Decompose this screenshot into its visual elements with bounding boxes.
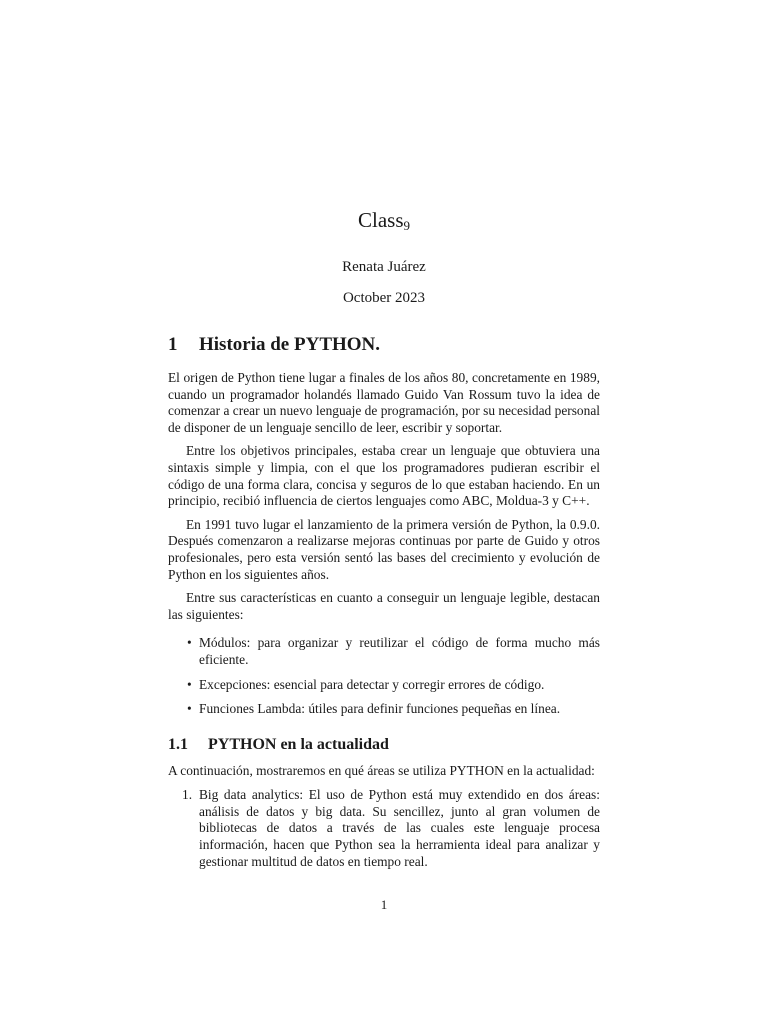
list-item-text: Funciones Lambda: útiles para definir funciones pequeñas en línea. (199, 701, 561, 717)
section-title: Historia de PYTHON. (199, 334, 381, 355)
list-item (168, 787, 600, 870)
document-body (168, 333, 600, 870)
title-block (0, 205, 768, 307)
bullet-icon: • (187, 701, 192, 717)
list-item (168, 701, 600, 718)
list-item (168, 677, 600, 694)
bullet-list (168, 635, 600, 717)
subsection-title: PYTHON en la actualidad (208, 735, 389, 753)
section-heading (168, 333, 600, 357)
paragraph: Entre sus características en cuanto a conseguir un lenguaje legible, destacan las siguientes: (168, 590, 600, 622)
title-text: Class (357, 208, 404, 232)
bullet-icon: • (187, 635, 192, 651)
document-date: October 2023 (342, 290, 426, 306)
page-number: 1 (380, 897, 388, 912)
paragraph: A continuación, mostraremos en qué áreas se utiliza PYTHON en la actualidad: (168, 762, 595, 778)
subsection-number: 1.1 (168, 735, 188, 753)
paragraph: El origen de Python tiene lugar a finales de los años 80, concretamente en 1989, cuando un programador holandés llamado Guido Van Rossum tuvo la idea de comenzar a crear un nuevo lenguaje de programación, por su necesidad personal de disponer de un lenguaje sencillo de leer, escribir y soportar. (168, 370, 600, 435)
list-item-text: Excepciones: esencial para detectar y corregir errores de código. (199, 676, 545, 692)
numbered-list (168, 787, 600, 870)
section-number: 1 (168, 334, 178, 355)
list-item (168, 635, 600, 668)
subsection-heading (168, 735, 600, 755)
document-title (0, 205, 768, 241)
title-subscript: 9 (403, 218, 410, 233)
paragraph: Entre los objetivos principales, estaba crear un lenguaje que obtuviera una sintaxis simple y limpia, con el que los programadores pudieran escribir el código de una forma clara, concisa y seguros de lo que estaban haciendo. En un principio, recibió influencia de ciertos lenguajes como ABC, Moldua-3 y C++. (168, 443, 600, 509)
list-item-text: Módulos: para organizar y reutilizar el código de forma mucho más eficiente. (199, 635, 600, 667)
bullet-icon: • (187, 676, 192, 692)
list-item-text: Big data analytics: El uso de Python está muy extendido en dos áreas: análisis de datos y big data. Su sencillez, junto al gran volumen de bibliotecas de datos a través de las cuales este lenguaje procesa información, hacen que Python sea la herramienta ideal para analizar y gestionar multitud de datos en tiempo real. (199, 787, 600, 869)
paragraph: En 1991 tuvo lugar el lanzamiento de la primera versión de Python, la 0.9.0. Después comenzaron a realizarse mejoras continuas por parte de Guido y otros profesionales, pero esta versión sentó las bases del crecimiento y evolución de Python en los siguientes años. (168, 516, 600, 582)
document-author: Renata Juárez (342, 259, 426, 275)
list-item-number: 1. (182, 787, 193, 803)
